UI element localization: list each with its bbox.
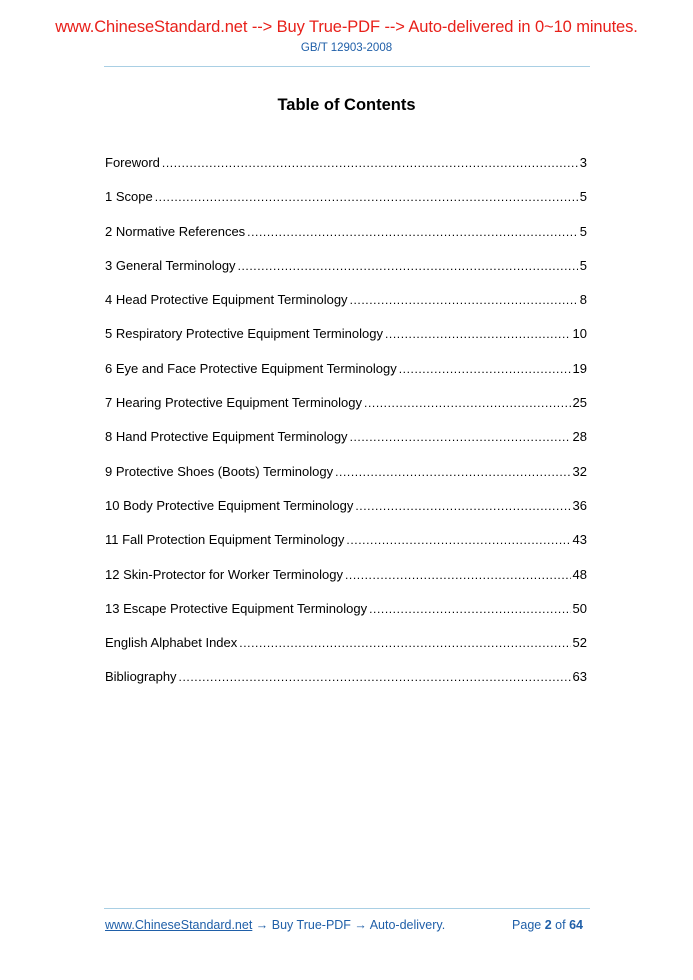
toc-dot-leader <box>350 429 571 445</box>
toc-entry-label: 2 Normative References <box>105 223 246 239</box>
page-indicator <box>512 918 583 932</box>
document-code: GB/T 12903-2008 <box>300 42 393 54</box>
toc-entry[interactable] <box>105 464 587 498</box>
toc-entry[interactable] <box>105 155 587 189</box>
toc-entry[interactable] <box>105 292 587 326</box>
toc-entry[interactable] <box>105 395 587 429</box>
toc-entry-label: Bibliography <box>105 669 177 685</box>
header-divider <box>104 66 590 67</box>
toc-dot-leader <box>399 361 571 377</box>
toc-entry-label: 11 Fall Protection Equipment Terminology <box>105 532 345 548</box>
toc-list <box>105 155 587 704</box>
toc-entry-label: Foreword <box>105 155 160 170</box>
toc-entry[interactable] <box>105 532 587 566</box>
current-page-number: 2 <box>544 918 552 932</box>
toc-entry-page: 52 <box>572 635 587 651</box>
toc-dot-leader <box>369 601 570 617</box>
toc-entry-page: 50 <box>572 600 587 616</box>
toc-entry-page: 10 <box>572 326 587 342</box>
footer-promo <box>105 918 445 932</box>
toc-entry-label: 8 Hand Protective Equipment Terminology <box>105 429 348 445</box>
toc-entry[interactable] <box>105 635 587 669</box>
toc-entry[interactable] <box>105 601 587 635</box>
toc-dot-leader <box>385 326 571 342</box>
toc-dot-leader <box>346 532 570 548</box>
toc-dot-leader <box>364 395 571 411</box>
toc-entry-page: 48 <box>572 566 587 582</box>
toc-entry-page: 36 <box>572 497 587 513</box>
footer-divider <box>104 908 590 909</box>
toc-entry-label: 7 Hearing Protective Equipment Terminology <box>105 395 363 411</box>
toc-entry-label: 10 Body Protective Equipment Terminology <box>105 497 354 513</box>
toc-entry[interactable] <box>105 567 587 601</box>
toc-entry-label: 12 Skin-Protector for Worker Terminology <box>105 566 343 582</box>
toc-dot-leader <box>247 224 578 240</box>
toc-entry-label: 13 Escape Protective Equipment Terminology <box>105 600 368 616</box>
of-word: of <box>555 918 566 932</box>
toc-entry[interactable] <box>105 189 587 223</box>
toc-entry[interactable] <box>105 429 587 463</box>
toc-entry-page: 28 <box>572 429 587 445</box>
toc-entry-label: English Alphabet Index <box>105 635 238 651</box>
toc-dot-leader <box>155 189 578 205</box>
toc-entry-label: 6 Eye and Face Protective Equipment Terminology <box>105 360 397 376</box>
page-word: Page <box>512 918 542 932</box>
toc-dot-leader <box>179 669 571 685</box>
toc-entry-page: 5 <box>579 189 587 205</box>
toc-entry-label: 1 Scope <box>105 189 153 205</box>
toc-dot-leader <box>355 498 570 514</box>
total-pages-number: 64 <box>569 918 583 932</box>
toc-entry[interactable] <box>105 224 587 258</box>
toc-dot-leader <box>345 567 571 583</box>
toc-entry[interactable] <box>105 326 587 360</box>
footer-website-link[interactable]: www.ChineseStandard.net <box>105 918 253 932</box>
toc-dot-leader <box>162 155 578 171</box>
toc-entry[interactable] <box>105 361 587 395</box>
toc-dot-leader <box>238 258 578 274</box>
toc-entry-label: 5 Respiratory Protective Equipment Terminology <box>105 326 383 342</box>
toc-dot-leader <box>239 635 570 651</box>
toc-entry[interactable] <box>105 258 587 292</box>
toc-entry-page: 8 <box>579 292 587 308</box>
toc-entry[interactable] <box>105 669 587 703</box>
toc-entry[interactable] <box>105 498 587 532</box>
toc-entry-page: 63 <box>572 669 587 685</box>
toc-title: Table of Contents <box>277 96 416 114</box>
toc-entry-label: 9 Protective Shoes (Boots) Terminology <box>105 463 334 479</box>
toc-entry-page: 32 <box>572 463 587 479</box>
toc-entry-page: 25 <box>572 395 587 411</box>
header-banner: www.ChineseStandard.net --> Buy True-PDF --> Auto-delivered in 0~10 minutes. <box>55 18 638 36</box>
toc-entry-label: 3 General Terminology <box>105 257 236 273</box>
toc-entry-page: 5 <box>579 223 587 239</box>
toc-entry-page: 43 <box>572 532 587 548</box>
toc-dot-leader <box>335 464 570 480</box>
toc-dot-leader <box>350 292 578 308</box>
toc-entry-page: 5 <box>579 257 587 273</box>
toc-entry-label: 4 Head Protective Equipment Terminology <box>105 292 348 308</box>
toc-entry-page: 19 <box>572 360 587 376</box>
footer-promo-text: → Buy True-PDF → Auto-delivery. <box>252 918 446 932</box>
toc-entry-page: 3 <box>579 155 587 170</box>
